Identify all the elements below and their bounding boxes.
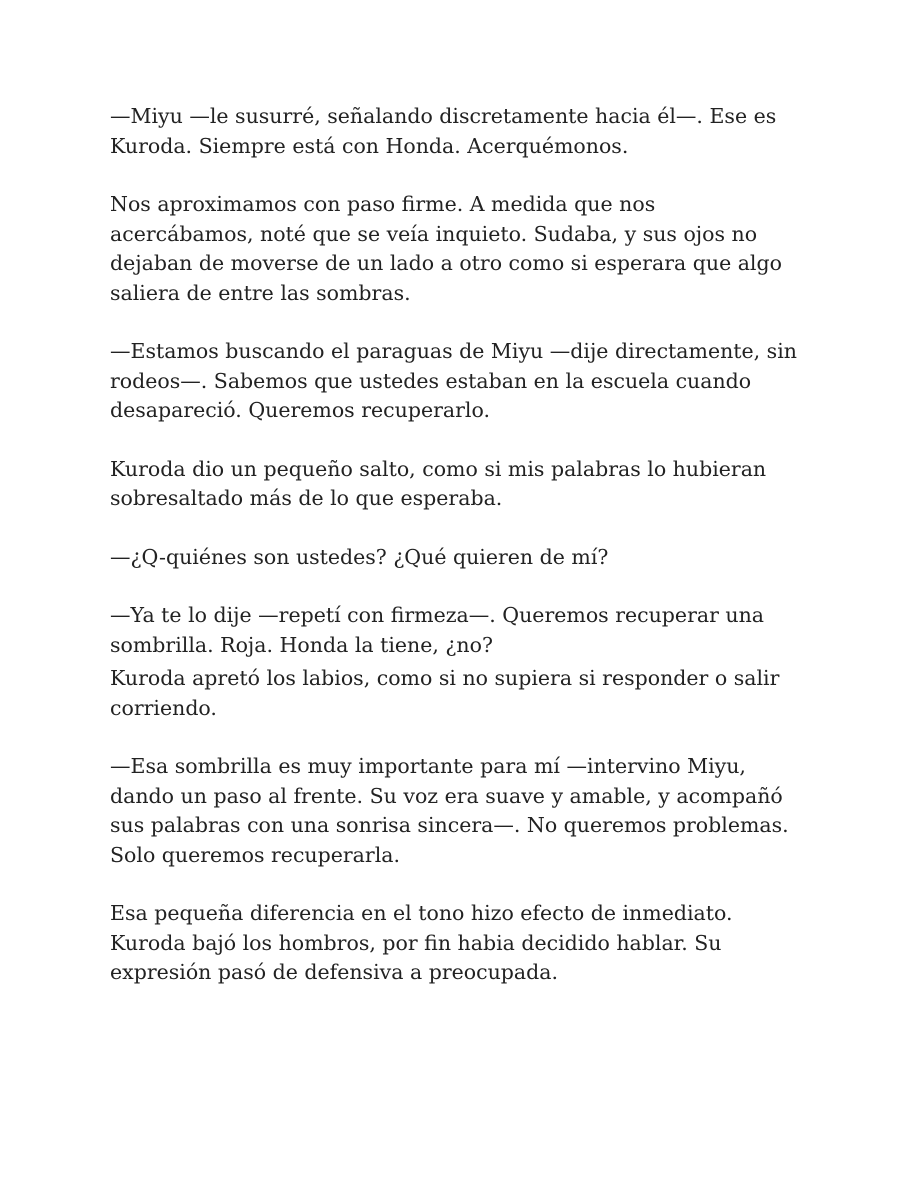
- paragraph-9: Esa pequeña diferencia en el tono hizo efecto de inmediato. Kuroda bajó los hombros, por fin habia decidido hablar. Su expresión pasó de defensiva a preocupada.: [110, 901, 733, 984]
- paragraph-2: Nos aproximamos con paso firme. A medida que nos acercábamos, noté que se veía inquieto. Sudaba, y sus ojos no dejaban de moverse de un lado a otro como si esperara que algo saliera de entre las sombras.: [110, 192, 782, 305]
- paragraph-4: Kuroda dio un pequeño salto, como si mis palabras lo hubieran sobresaltado más de lo que esperaba.: [110, 456, 767, 510]
- paragraph-1: —Miyu —le susurré, señalando discretamente hacia él—. Ese es Kuroda. Siempre está con Honda. Acerquémonos.: [110, 104, 777, 158]
- paragraph-8: —Esa sombrilla es muy importante para mí —intervino Miyu, dando un paso al frente. Su voz era suave y amable, y acompañó sus palabras con una sonrisa sincera—. No queremos problemas. Solo queremos recuperarla.: [110, 754, 789, 867]
- body-text: [110, 102, 800, 988]
- paragraph-5: —¿Q-quiénes son ustedes? ¿Qué quieren de mí?: [110, 544, 609, 569]
- paragraph-6: —Ya te lo dije —repetí con firmeza—. Queremos recuperar una sombrilla. Roja. Honda la tiene, ¿no?: [110, 603, 765, 657]
- paragraph-3: —Estamos buscando el paraguas de Miyu —dije directamente, sin rodeos—. Sabemos que ustedes estaban en la escuela cuando desapareció. Queremos recuperarlo.: [110, 339, 797, 422]
- paragraph-7: Kuroda apretó los labios, como si no supiera si responder o salir corriendo.: [110, 666, 780, 720]
